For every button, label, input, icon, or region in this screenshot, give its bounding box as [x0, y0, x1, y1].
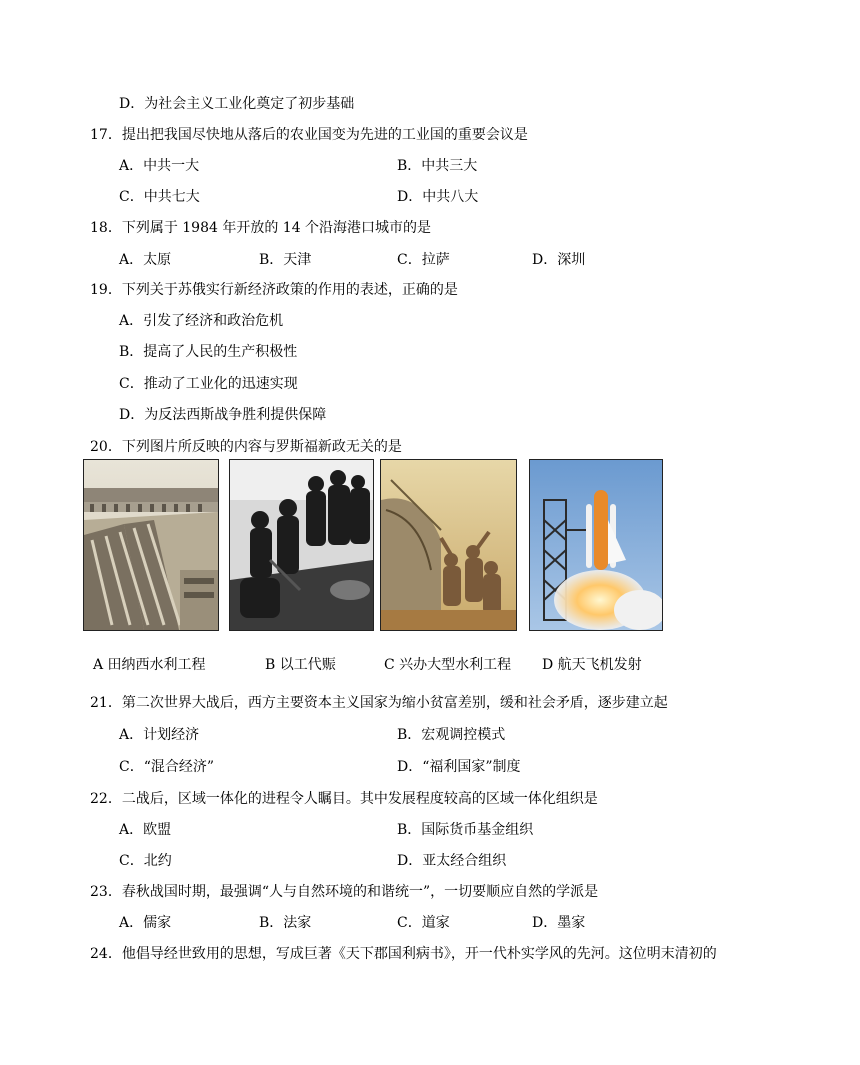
mural-painting [380, 459, 517, 631]
q22-option-d: D．亚太经合组织 [397, 853, 507, 869]
q23-option-d: D．墨家 [532, 915, 586, 931]
q24-stem: 24．他倡导经世致用的思想，写成巨著《天下郡国利病书》，开一代朴实学风的先河。这位明末清初的 [90, 946, 717, 962]
q18-option-a: A．太原 [119, 252, 172, 268]
q20-stem: 20．下列图片所反映的内容与罗斯福新政无关的是 [90, 439, 402, 455]
q23-stem: 23．春秋战国时期，最强调“人与自然环境的和谐统一”，一切要顺应自然的学派是 [90, 884, 599, 900]
q21-option-a: A．计划经济 [119, 727, 200, 743]
q20-caption-a: A 田纳西水利工程 [93, 657, 206, 673]
q21-option-c: C．“混合经济” [119, 759, 215, 775]
q21-option-d: D．“福利国家”制度 [397, 759, 521, 775]
q19-option-d: D．为反法西斯战争胜利提供保障 [119, 407, 327, 423]
q17-stem: 17．提出把我国尽快地从落后的农业国变为先进的工业国的重要会议是 [90, 127, 528, 143]
q22-option-c: C．北约 [119, 853, 172, 869]
q17-option-b: B．中共三大 [397, 158, 478, 174]
q21-stem: 21．第二次世界大战后，西方主要资本主义国家为缩小贫富差别，缓和社会矛盾，逐步建立起 [90, 695, 668, 711]
q18-option-b: B．天津 [259, 252, 312, 268]
q20-caption-d: D 航天飞机发射 [542, 657, 642, 673]
q23-option-b: B．法家 [259, 915, 312, 931]
q19-stem: 19．下列关于苏俄实行新经济政策的作用的表述，正确的是 [90, 282, 458, 298]
dam-photo [83, 459, 219, 631]
q19-option-a: A．引发了经济和政治危机 [119, 313, 284, 329]
q17-option-c: C．中共七大 [119, 189, 200, 205]
q22-option-b: B．国际货币基金组织 [397, 822, 534, 838]
workers-photo [229, 459, 374, 631]
q23-option-c: C．道家 [397, 915, 450, 931]
q18-option-c: C．拉萨 [397, 252, 450, 268]
q20-caption-b: B 以工代赈 [265, 657, 336, 673]
q18-stem: 18．下列属于 1984 年开放的 14 个沿海港口城市的是 [90, 220, 432, 236]
q22-stem: 22．二战后，区域一体化的进程令人瞩目。其中发展程度较高的区域一体化组织是 [90, 791, 598, 807]
q22-option-a: A．欧盟 [119, 822, 172, 838]
q23-option-a: A．儒家 [119, 915, 172, 931]
q19-option-b: B．提高了人民的生产积极性 [119, 344, 298, 360]
q17-option-a: A．中共一大 [119, 158, 200, 174]
shuttle-launch-photo [529, 459, 663, 631]
q20-caption-c: C 兴办大型水利工程 [384, 657, 512, 673]
q18-option-d: D．深圳 [532, 252, 586, 268]
q16-option-d: D．为社会主义工业化奠定了初步基础 [119, 96, 355, 112]
q21-option-b: B．宏观调控模式 [397, 727, 506, 743]
q19-option-c: C．推动了工业化的迅速实现 [119, 376, 298, 392]
q17-option-d: D．中共八大 [397, 189, 479, 205]
